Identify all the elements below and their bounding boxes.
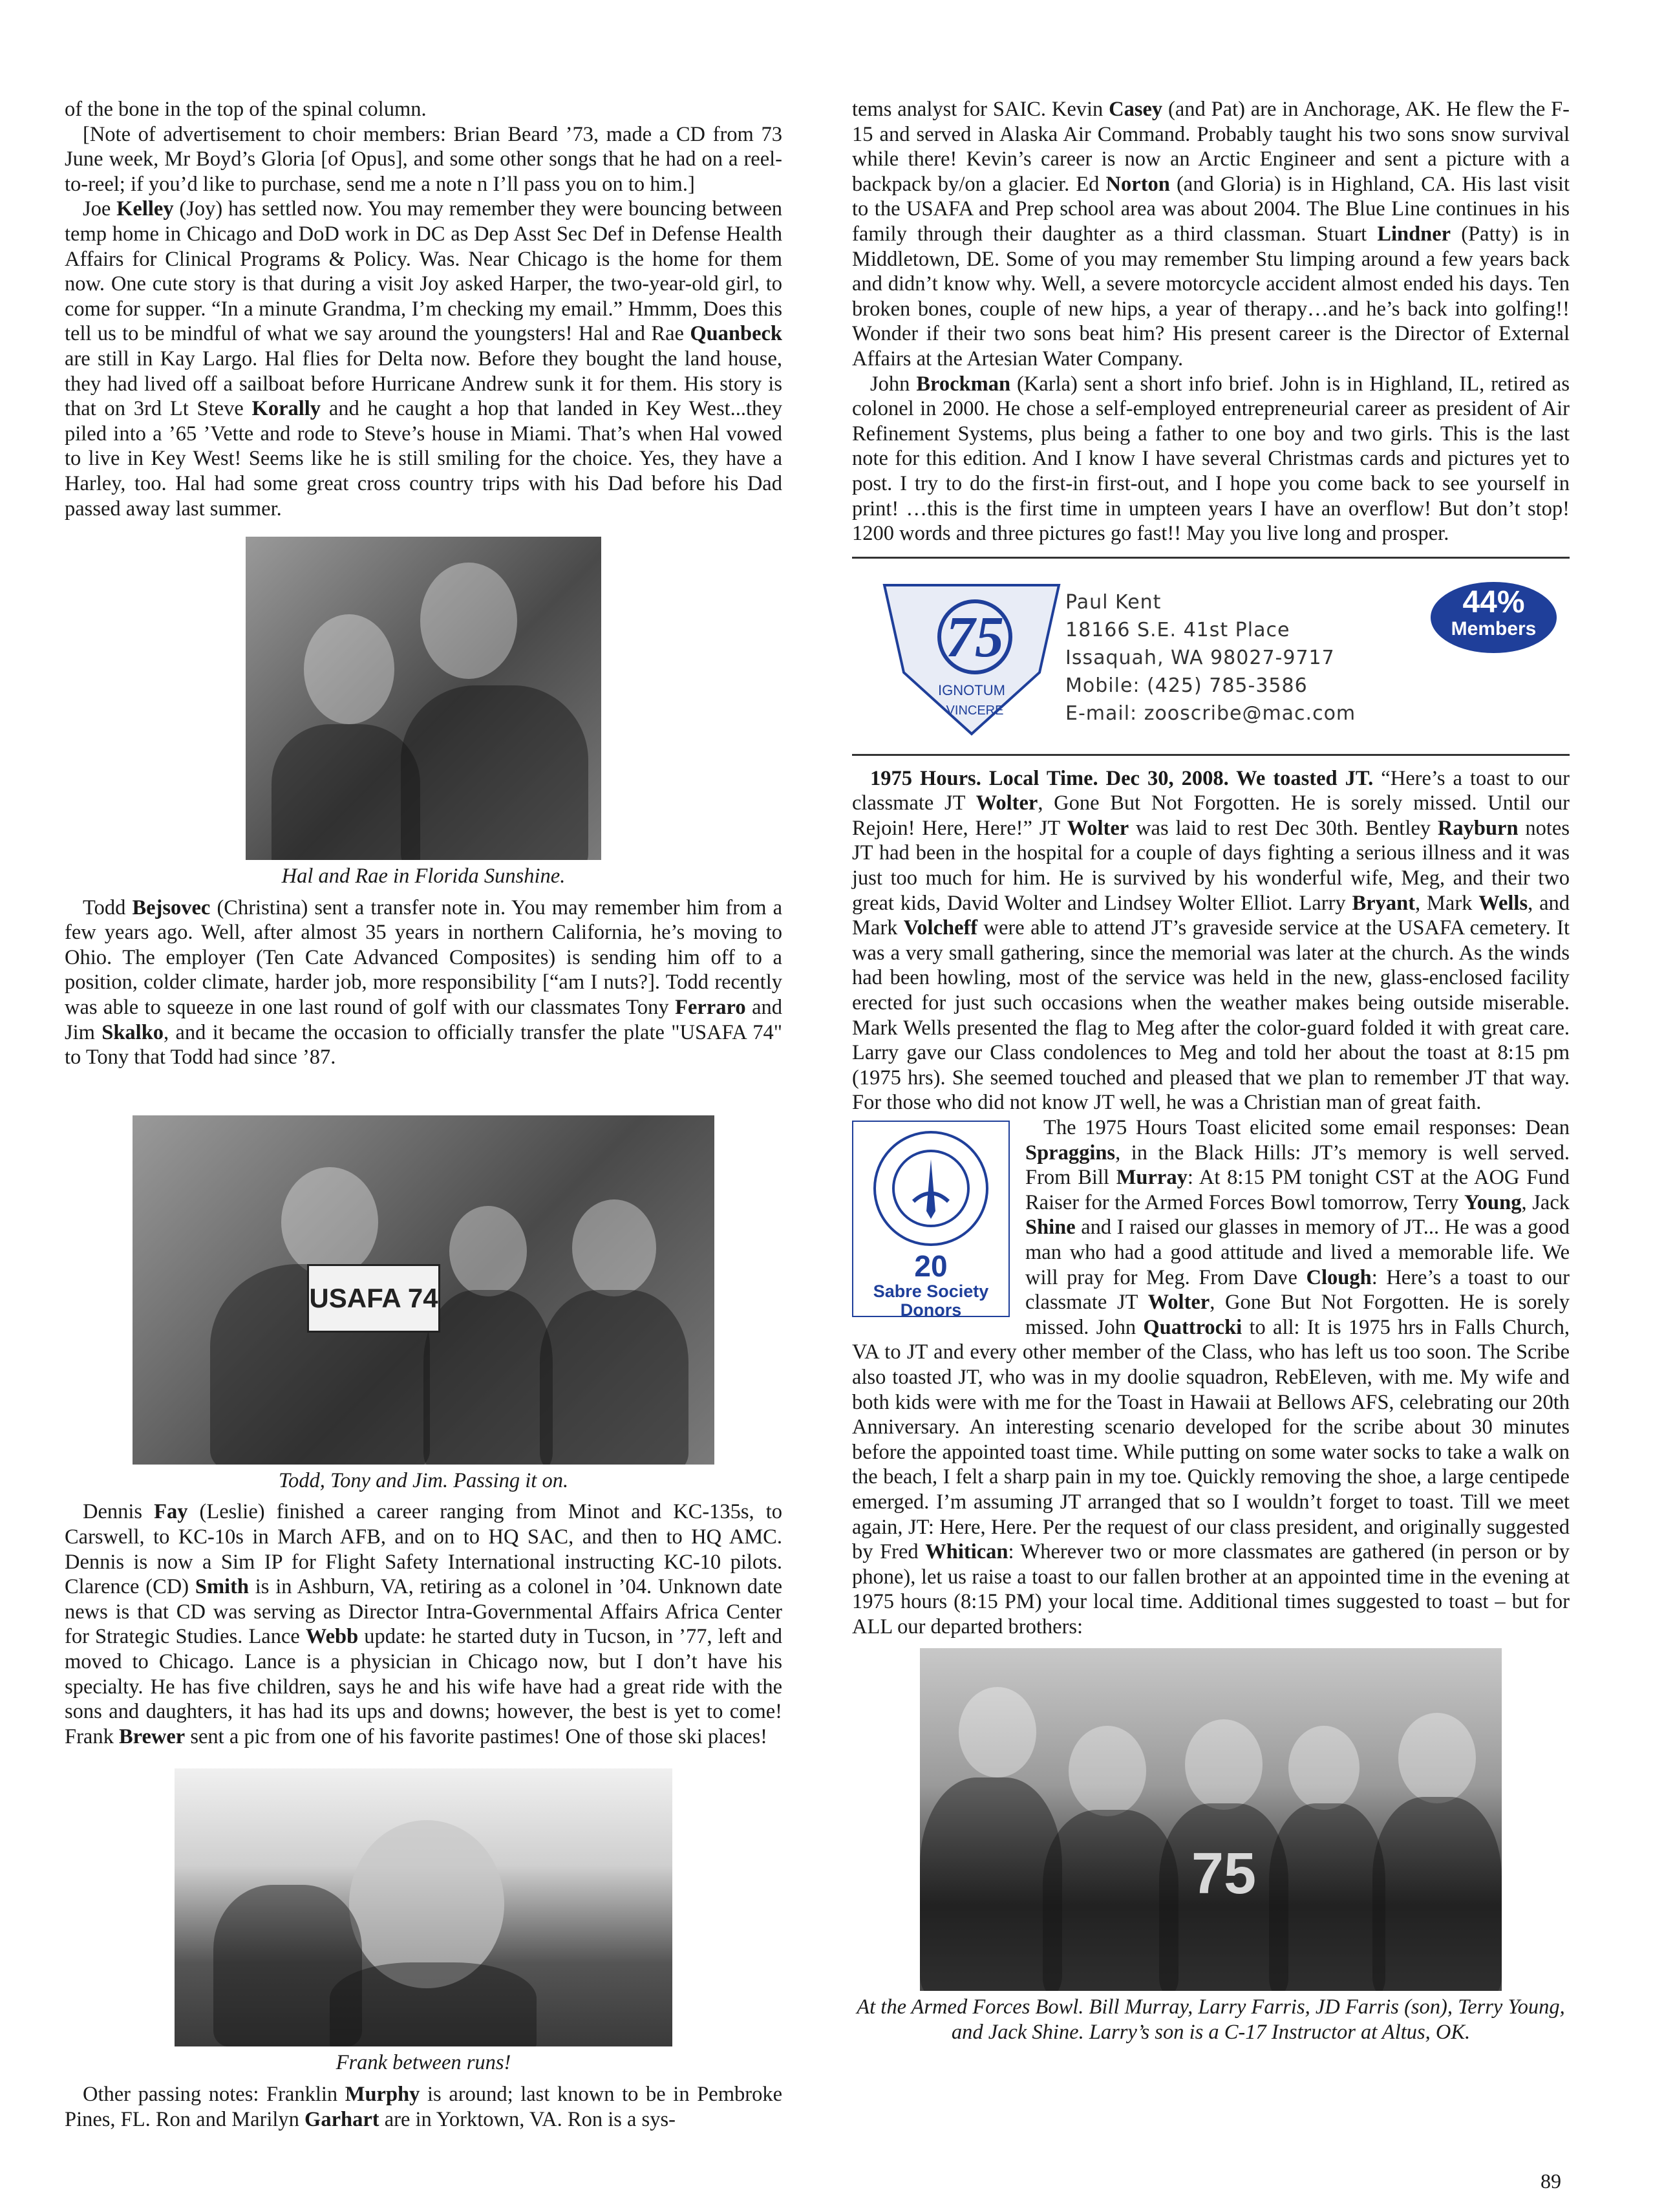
classmate-name: Volcheff xyxy=(903,916,978,940)
classmate-name: Brockman xyxy=(916,372,1011,396)
classmate-name: Garhart xyxy=(304,2107,379,2131)
photo-caption: Hal and Rae in Florida Sunshine. xyxy=(281,864,566,888)
classmate-name: Brewer xyxy=(118,1724,186,1748)
classmate-name: Wolter xyxy=(976,791,1038,815)
sabre-society-badge xyxy=(852,1121,1010,1320)
photo-frank-between-runs xyxy=(175,1768,672,2046)
section-divider xyxy=(852,557,1570,559)
classmate-name: Shine xyxy=(1025,1216,1076,1240)
photo-caption: At the Armed Forces Bowl. Bill Murray, Larry Farris, JD Farris (son), Terry Young, and Jack Shine. Larry’s son is a C-17 Instructor at Altus, OK. xyxy=(857,1995,1565,2045)
classmate-name: Quanbeck xyxy=(690,322,782,346)
section-lead: 1975 Hours. Local Time. Dec 30, 2008. We toasted JT. xyxy=(870,766,1374,790)
classmate-name: Spraggins xyxy=(1025,1141,1116,1165)
classmate-name: Bejsovec xyxy=(132,896,211,919)
svg-text:VINCERE: VINCERE xyxy=(946,703,1004,718)
scribe-email: E-mail: zooscribe@mac.com xyxy=(1065,702,1356,725)
sabre-label: Donors xyxy=(900,1300,962,1320)
classmate-name: Rayburn xyxy=(1437,816,1519,840)
left-column xyxy=(65,97,782,2132)
membership-badge xyxy=(1431,582,1557,653)
classmate-name: Wolter xyxy=(1067,816,1129,840)
paragraph: Other passing notes: Franklin Murphy is around; last known to be in Pembroke Pines, FL. Ron and Marilyn Garhart are in Yorktown, VA. Ron is a sys- xyxy=(65,2082,782,2131)
paragraph: Todd Bejsovec (Christina) sent a transfer note in. You may remember him from a few years ago. Well, after almost 35 years in northern California, he’s moving to Ohio. The employer (Ten Cate Advanced Composites) is sending him off to a position, colder climate, harder job, more responsibility [“am I nuts?]. Todd recently was able to squeeze in one last round of golf with our classmates Tony Ferraro and Jim Skalko, and it became the occasion to officially transfer the plate "USAFA 74" to Tony that Todd had since ’87. xyxy=(65,896,783,1069)
classmate-name: Ferraro xyxy=(675,996,746,1020)
scribe-city: Issaquah, WA 98027-9717 xyxy=(1065,646,1335,669)
license-plate: USAFA 74 xyxy=(307,1264,440,1333)
classmate-name: Korally xyxy=(251,397,321,421)
svg-text:75: 75 xyxy=(946,605,1004,669)
paragraph: Joe Kelley (Joy) has settled now. You may remember they were bouncing between temp home in Chicago and DoD work in DC as Dep Asst Sec Def in Defense Health Affairs for Clinical Programs & Policy. Was. Near Chicago is the home for them now. One cute story is that during a visit Joy asked Harper, the two-year-old girl, to come for supper. “In a minute Grandma, I’m checking my email.” Hmmm, Does this tell us to be mindful of what we say around the youngsters! Hal and Rae Quanbeck are still in Kay Largo. Hal flies for Delta now. Before they bought the land house, they had lived off a sailboat before Hurricane Andrew sunk it for them. His story is that on 3rd Lt Steve Korally and he caught a hop that landed in Key West...they piled into a ’65 ’Vette and rode to Steve’s house in Miami. That’s when Hal vowed to live in Key West! Seems like he is still smiling for the choice. Yes, they have a Harley, too. Hal had some great cross country trips with his Dad before his Dad passed away last summer. xyxy=(65,197,782,521)
classmate-name: Whitican xyxy=(925,1540,1008,1564)
paragraph: tems analyst for SAIC. Kevin Casey (and Pat) are in Anchorage, AK. He flew the F-15 and served in Alaska Air Command. Probably taught his two sons snow survival while there! Kevin’s career is now an Arctic Engineer and sent a picture with a backpack by/on a glacier. Ed Norton (and Gloria) is in Highland, CA. His last visit to the USAFA and Prep school area was about 2004. The Blue Line continues in his family through their daughter as a third classman. Stuart Lindner (Patty) is in Middletown, DE. Some of you may remember Stu limping around a few years back and didn’t know why. Well, a severe motorcycle accident almost ended his days. Ten broken bones, couple of new hips, a year of therapy…and he’s back into golfing!! Wonder if their two sons beat him? His present career is the Director of External Affairs at the Artesian Water Company. xyxy=(852,98,1570,370)
classmate-name: Murphy xyxy=(345,2082,420,2106)
classmate-name: Skalko xyxy=(101,1020,164,1044)
membership-percent: 44% xyxy=(1462,585,1525,619)
classmate-name: Quattrocki xyxy=(1143,1315,1242,1339)
classmate-name: Bryant xyxy=(1352,891,1416,915)
classmate-name: Fay xyxy=(154,1500,188,1524)
sabre-society-seal xyxy=(873,1131,988,1246)
membership-label: Members xyxy=(1451,617,1537,639)
paragraph: [Note of advertisement to choir members: Brian Beard ’73, made a CD from 73 June week, Mr Boyd’s Gloria [of Opus], and some other songs that he had on a reel-to-reel; if you’d like to purchase, send me a note n I’ll pass you on to him.] xyxy=(65,122,782,196)
paragraph: John Brockman (Karla) sent a short info brief. John is in Highland, IL, retired as colonel in 2000. He chose a self-employed entrepreneurial career as president of Air Refinement Systems, plus being a father to one boy and two girls. This is the last note for this edition. And I know I have several Christmas cards and pictures yet to post. I try to do the first-in first-out, and I hope you come back to see yourself in print! …this is the first time in umpteen years I have an overflow! But don’t stop! 1200 words and three pictures go fast!! May you live long and prosper. xyxy=(852,372,1570,546)
photo-caption: Frank between runs! xyxy=(336,2051,511,2075)
sabre-icon xyxy=(889,1146,973,1230)
photo-hal-and-rae xyxy=(246,537,601,860)
scribe-name: Paul Kent xyxy=(1065,590,1162,614)
photo-todd-tony-jim xyxy=(133,1115,714,1465)
paragraph: 1975 Hours. Local Time. Dec 30, 2008. We toasted JT. “Here’s a toast to our classmate JT Wolter, Gone But Not Forgotten. He is sorely missed. Until our Rejoin! Here, Here!” JT Wolter was laid to rest Dec 30th. Bentley Rayburn notes JT had been in the hospital for a couple of days fighting a serious illness and it was just too much for him. He is survived by his wonderful wife, Meg, and their two great kids, David Wolter and Lindsey Wolter Elliot. Larry Bryant, Mark Wells, and Mark Volcheff were able to attend JT’s graveside service at the USAFA cemetery. It was a very small gathering, since the memorial was later at the church. As the winds had been howling, most of the service was held in the new, glass-enclosed facility erected for just such occasions when the weather makes being outside miserable. Mark Wells presented the flag to Meg after the color-guard folded it with great care. Larry gave our Class condolences to Meg and told her about the toast at 8:15 pm (1975 hrs). She seemed touched and pleased that we plan to remember JT that way. For those who did not know JT well, he was a Christian man of great faith. xyxy=(852,766,1570,1115)
classmate-name: Webb xyxy=(305,1625,359,1649)
photo-armed-forces-bowl xyxy=(920,1648,1502,1991)
svg-text:IGNOTUM: IGNOTUM xyxy=(938,682,1005,698)
class-crest-logo xyxy=(878,575,1065,737)
page-number: 89 xyxy=(1541,2169,1561,2193)
classmate-name: Casey xyxy=(1109,98,1163,121)
classmate-name: Murray xyxy=(1116,1166,1188,1190)
classmate-name: Norton xyxy=(1105,172,1170,196)
paragraph: The 1975 Hours Toast elicited some email responses: Dean Spraggins, in the Black Hills: JT’s memory is well served. From Bill Murray: At 8:15 PM tonight CST at the AOG Fund Raiser for the Armed Forces Bowl tomorrow, Terry Young, Jack Shine and I raised our glasses in memory of JT... He was a good man who had a good attitude and lived a memorable life. We will pray for Meg. From Dave Clough: Here’s a toast to our classmate JT Wolter, Gone But Not Forgotten. He is sorely missed. John Quattrocki to all: It is 1975 hrs in Falls Church, VA to JT and every other member of the Class, who has left us too soon. The Scribe also toasted JT, who was in my doolie squadron, RebEleven, with me. My wife and both kids were with me for the Toast in Hawaii at Bellows AFS, celebrating our 20th Anniversary. An interesting scenario developed for the scribe about 30 minutes before the appointed toast time. While putting on some water socks to take a walk on the beach, I felt a sharp pain in my toe. Quickly removing the shoe, a large centipede emerged. I’m assuming JT arranged that so I wouldn’t forget to toast. Till we meet again, JT: Here, Here. Per the request of our class president, and originally suggested by Fred Whitican: Wherever two or more classmates are gathered (in person or by phone), let us raise a toast to our fallen brother at an appointed time in the evening at 1975 hours (8:15 PM) your local time. Additional times suggested to toast – but for ALL our departed brothers: xyxy=(852,1116,1570,1638)
right-column xyxy=(852,97,1570,2052)
classmate-name: Clough xyxy=(1306,1265,1372,1289)
class-scribe-contact xyxy=(852,569,1570,744)
photo-caption: Todd, Tony and Jim. Passing it on. xyxy=(278,1468,569,1492)
classmate-name: Wells xyxy=(1478,891,1528,915)
paragraph: of the bone in the top of the spinal column. xyxy=(65,98,427,121)
classmate-name: Lindner xyxy=(1377,222,1451,246)
section-divider xyxy=(852,754,1570,756)
sabre-donor-count: 20 xyxy=(914,1249,948,1283)
classmate-name: Young xyxy=(1464,1190,1522,1214)
contact-details xyxy=(1065,588,1356,727)
sabre-label: Sabre Society xyxy=(873,1282,989,1301)
classmate-name: Wolter xyxy=(1147,1291,1210,1315)
jersey-number: 75 xyxy=(1191,1842,1257,1907)
scribe-street: 18166 S.E. 41st Place xyxy=(1065,618,1290,641)
paragraph: Dennis Fay (Leslie) finished a career ranging from Minot and KC-135s, to Carswell, to KC-10s in March AFB, and on to HQ SAC, and then to HQ AMC. Dennis is now a Sim IP for Flight Safety International instructing KC-10 pilots. Clarence (CD) Smith is in Ashburn, VA, retiring as a colonel in ’04. Unknown date news is that CD was serving as Director Intra-Governmental Affairs Africa Center for Strategic Studies. Lance Webb update: he started duty in Tucson, in ’77, left and moved to Chicago. Lance is a physician in Chicago now, but I don’t have his specialty. He has five children, says he and his wife have had a great ride with the sons and daughters, it has had its ups and downs; however, the best is yet to come! Frank Brewer sent a pic from one of his favorite pastimes! One of those ski places! xyxy=(65,1500,783,1748)
scribe-mobile: Mobile: (425) 785-3586 xyxy=(1065,674,1308,697)
classmate-name: Kelley xyxy=(116,197,174,221)
classmate-name: Smith xyxy=(195,1575,249,1599)
